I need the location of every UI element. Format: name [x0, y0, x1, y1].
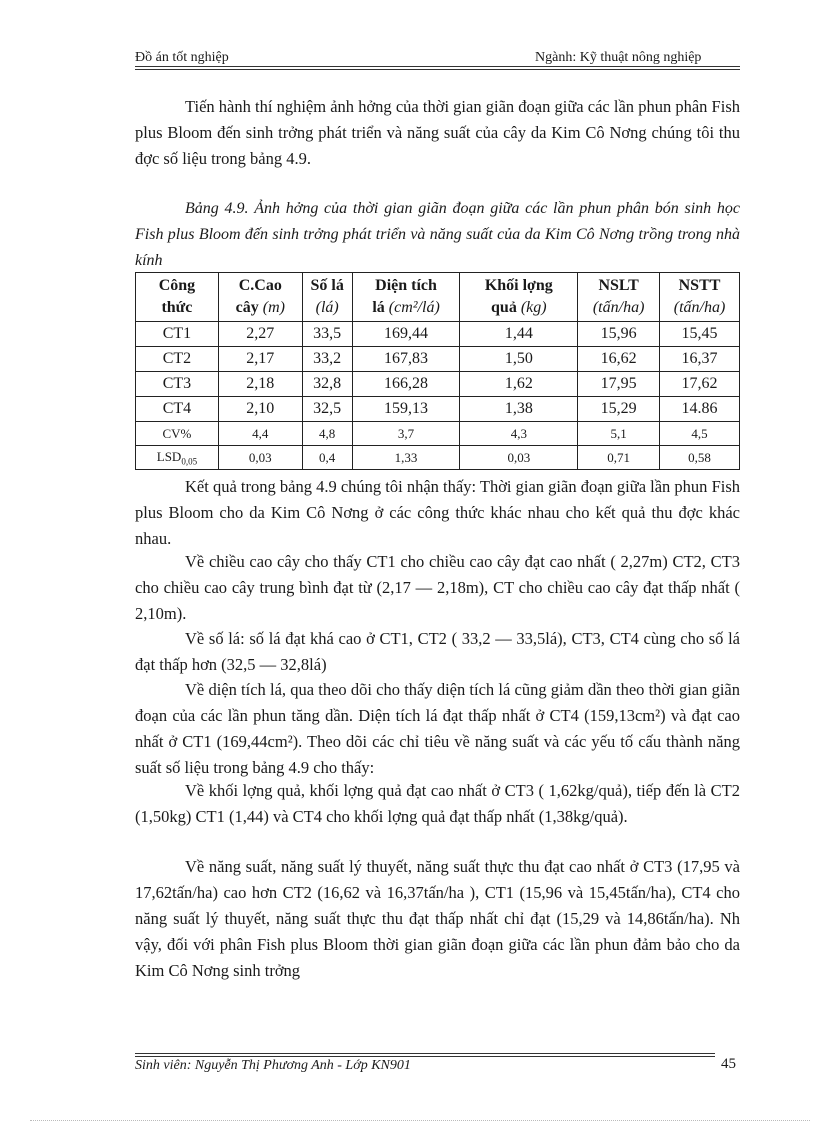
table-cell: 33,2	[302, 347, 352, 372]
table-cell: 15,96	[578, 322, 660, 347]
table-cell: 4,4	[218, 422, 302, 446]
table-cell: 15,29	[578, 397, 660, 422]
footer-rule	[135, 1053, 715, 1054]
table-cell: 2,18	[218, 372, 302, 397]
page-number: 45	[721, 1056, 736, 1072]
table-cell: 3,7	[352, 422, 460, 446]
col-header-height: C.Cao cây (m)	[218, 273, 302, 322]
table-row	[136, 372, 740, 397]
table-cell: 32,8	[302, 372, 352, 397]
table-caption: Bảng 4.9. Ảnh hởng của thời gian giãn đoạn giữa các lần phun phân bón sinh học Fish plus Bloom đến sinh trởng phát triển và năng suất của da Kim Cô Nơng trồng trong nhà kính	[135, 200, 740, 269]
table-cell: 32,5	[302, 397, 352, 422]
table-cell: 1,44	[460, 322, 578, 347]
table-cell: 1,50	[460, 347, 578, 372]
row-label-cell: CV%	[136, 422, 219, 446]
table-row	[136, 446, 740, 470]
table-cell: 17,95	[578, 372, 660, 397]
table-body	[136, 322, 740, 470]
table-cell: 16,62	[578, 347, 660, 372]
row-label-cell: CT2	[136, 347, 219, 372]
result-paragraph-leaf-area: Về diện tích lá, qua theo dõi cho thấy diện tích lá cũng giảm dần theo thời gian giãn đoạn của các lần phun tăng dần. Diện tích lá đạt thấp nhất ở CT4 (159,13cm²) và đạt cao nhất ở CT1 (169,44cm²). Theo dõi các chỉ tiêu về năng suất và các yếu tố cấu thành năng suất số liệu trong bảng 4.9 cho thấy:	[135, 680, 740, 777]
col-header-formula: Công thức	[136, 273, 219, 322]
table-cell: 0,58	[660, 446, 740, 470]
table-cell: 167,83	[352, 347, 460, 372]
table-cell: 1,62	[460, 372, 578, 397]
table-cell: 4,5	[660, 422, 740, 446]
table-row	[136, 422, 740, 446]
row-label-cell: CT4	[136, 397, 219, 422]
result-paragraph-height: Về chiều cao cây cho thấy CT1 cho chiều cao cây đạt cao nhất ( 2,27m) CT2, CT3 cho chiều cao cây trung bình đạt từ (2,17 — 2,18m), CT cho chiều cao cây đạt thấp nhất ( 2,10m).	[135, 552, 740, 623]
table-cell: 166,28	[352, 372, 460, 397]
page-bottom-dotted-rule	[30, 1120, 810, 1121]
table-cell: 16,37	[660, 347, 740, 372]
table-cell: 0,03	[218, 446, 302, 470]
result-paragraph-fruit-weight: Về khối lợng quả, khối lợng quả đạt cao nhất ở CT3 ( 1,62kg/quả), tiếp đến là CT2 (1,50kg) CT1 (1,44) và CT4 cho khối lợng quả đạt thấp nhất (1,38kg/quả).	[135, 781, 740, 826]
table-cell: 17,62	[660, 372, 740, 397]
table-cell: 33,5	[302, 322, 352, 347]
table-cell: 2,27	[218, 322, 302, 347]
header-right: Ngành: Kỹ thuật nông nghiệp	[535, 50, 702, 65]
table-cell: 5,1	[578, 422, 660, 446]
col-header-leaves: Số lá (lá)	[302, 273, 352, 322]
col-header-nstt: NSTT (tấn/ha)	[660, 273, 740, 322]
col-header-leaf-area: Diện tích lá (cm²/lá)	[352, 273, 460, 322]
table-cell: 0,4	[302, 446, 352, 470]
table-cell: 2,17	[218, 347, 302, 372]
table-cell: 4,8	[302, 422, 352, 446]
col-header-nslt: NSLT (tấn/ha)	[578, 273, 660, 322]
intro-paragraph: Tiến hành thí nghiệm ảnh hởng của thời gian giãn đoạn giữa các lần phun phân Fish plus Bloom đến sinh trởng phát triển và năng suất của cây da Kim Cô Nơng chúng tôi thu đợc số liệu trong bảng 4.9.	[135, 97, 740, 168]
row-label-cell: CT3	[136, 372, 219, 397]
row-label-cell: $LSD_{0,05}$	[136, 446, 219, 470]
table-row	[136, 397, 740, 422]
table-cell: 169,44	[352, 322, 460, 347]
row-label-cell: CT1	[136, 322, 219, 347]
table-header-row	[136, 273, 740, 322]
results-table	[135, 272, 740, 470]
table-cell: 1,33	[352, 446, 460, 470]
table-cell: 0,71	[578, 446, 660, 470]
result-paragraph-leaves: Về số lá: số lá đạt khá cao ở CT1, CT2 ( 33,2 — 33,5lá), CT3, CT4 cùng cho số lá đạt thấp hơn (32,5 — 32,8lá)	[135, 629, 740, 674]
footer-rule-2	[135, 1056, 715, 1057]
table-cell: 1,38	[460, 397, 578, 422]
header-left: Đồ án tốt nghiệp	[135, 50, 229, 65]
result-paragraph-1: Kết quả trong bảng 4.9 chúng tôi nhận thấy: Thời gian giãn đoạn giữa lần phun Fish plus Bloom cho da Kim Cô Nơng ở các công thức khác nhau cho kết quả thu đợc khác nhau.	[135, 477, 740, 548]
col-header-fruit-weight: Khối lợng quả (kg)	[460, 273, 578, 322]
table-cell: 159,13	[352, 397, 460, 422]
result-paragraph-yield: Về năng suất, năng suất lý thuyết, năng suất thực thu đạt cao nhất ở CT3 (17,95 và 17,62tấn/ha) cao hơn CT2 (16,62 và 16,37tấn/ha ), CT1 (15,96 và 15,45tấn/ha), CT4 cho năng suất lý thuyết, năng suất thực thu đạt thấp nhất chỉ đạt (15,29 và 14,86tấn/ha). Nh vậy, đối với phân Fish plus Bloom thời gian giãn đoạn giữa các lần phun đảm bảo cho da Kim Cô Nơng sinh trởng	[135, 857, 740, 980]
header-rule	[135, 66, 740, 67]
header-rule-thick	[135, 69, 740, 70]
table-cell: 4,3	[460, 422, 578, 446]
footer-student: Sinh viên: Nguyễn Thị Phương Anh - Lớp KN901	[135, 1058, 411, 1073]
table-row	[136, 347, 740, 372]
table-row	[136, 322, 740, 347]
table-cell: 2,10	[218, 397, 302, 422]
table-cell: 15,45	[660, 322, 740, 347]
table-cell: 14.86	[660, 397, 740, 422]
table-cell: 0,03	[460, 446, 578, 470]
